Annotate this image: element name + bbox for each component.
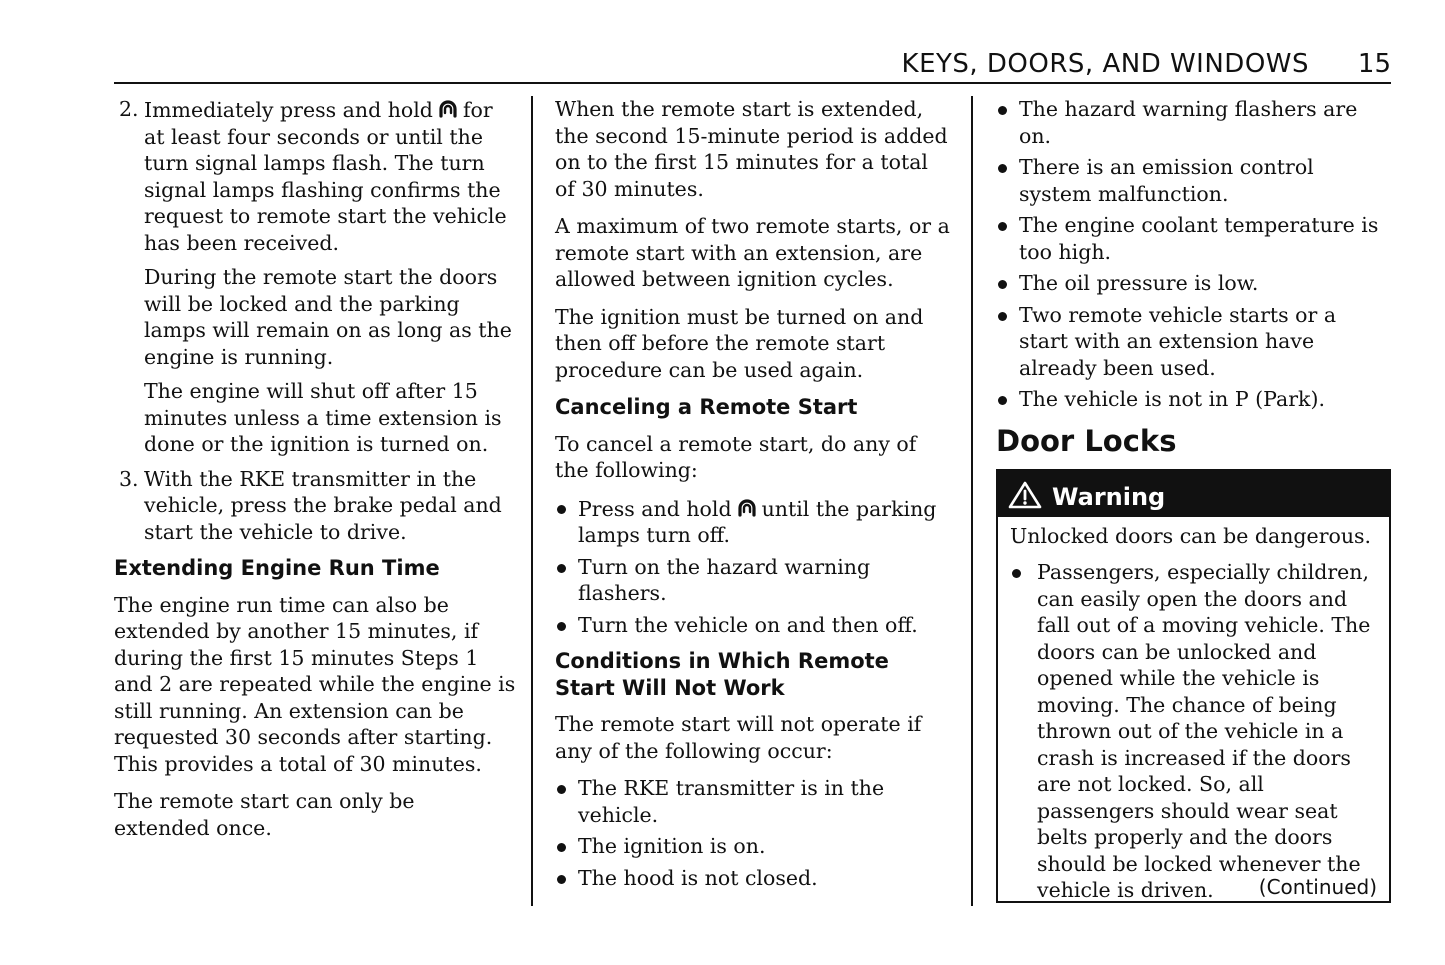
- paragraph: When the remote start is extended, the second 15-minute period is added on to the first 15 minutes for a total of 30 minutes.: [555, 97, 948, 201]
- heading-conditions: Conditions in Which Remote Start Will Not Work: [555, 649, 889, 700]
- list-item: The RKE transmitter is in the vehicle.: [555, 775, 950, 828]
- remote-start-icon: [735, 495, 759, 519]
- step-paragraph: The engine will shut off after 15 minutes unless a time extension is done or the ignition is turned on.: [144, 379, 502, 456]
- step-2: [114, 96, 516, 458]
- list-item: The vehicle is not in P (Park).: [996, 386, 1391, 413]
- continued-label: (Continued): [1258, 874, 1377, 899]
- step-text: Immediately press and hold: [144, 98, 433, 122]
- list-item: Turn the vehicle on and then off.: [555, 612, 950, 639]
- steps-list: [114, 96, 516, 545]
- section-title: KEYS, DOORS, AND WINDOWS: [901, 49, 1309, 79]
- list-item: [555, 495, 950, 549]
- warning-body: [998, 517, 1389, 901]
- warning-title: Warning: [1052, 482, 1166, 511]
- list-item: The oil pressure is low.: [996, 270, 1391, 297]
- list-item-text: Press and hold: [578, 496, 732, 521]
- column-middle: [555, 96, 950, 901]
- list-item: The hazard warning flashers are on.: [996, 96, 1391, 149]
- warning-header: [998, 471, 1389, 517]
- remote-start-icon: [436, 96, 460, 120]
- paragraph: To cancel a remote start, do any of the following:: [555, 431, 917, 482]
- warning-intro: Unlocked doors can be dangerous.: [1010, 523, 1372, 548]
- list-item: Turn on the hazard warning flashers.: [555, 554, 950, 607]
- step-number: 2.: [119, 97, 139, 121]
- list-item: The ignition is on.: [555, 833, 950, 860]
- step-text: for at least four seconds or until the turn signal lamps flash. The turn signal lamps flashing confirms the request to remote start the vehicle has been received.: [144, 98, 507, 255]
- paragraph: The remote start can only be extended once.: [114, 789, 415, 840]
- page-header: [114, 44, 1391, 84]
- warning-box: [996, 469, 1391, 903]
- list-item: Two remote vehicle starts or a start with an extension have already been used.: [996, 302, 1391, 382]
- column-divider: [531, 96, 533, 906]
- conditions-list: [555, 775, 950, 891]
- paragraph: A maximum of two remote starts, or a remote start with an extension, are allowed between ignition cycles.: [555, 214, 950, 291]
- heading-door-locks: Door Locks: [996, 423, 1177, 458]
- paragraph: The engine run time can also be extended by another 15 minutes, if during the first 15 minutes Steps 1 and 2 are repeated while the engine is still running. An extension can be requested 30 seconds after starting. This provides a total of 30 minutes.: [114, 592, 516, 776]
- paragraph: The ignition must be turned on and then off before the remote start procedure can be used again.: [555, 304, 924, 382]
- list-item-text: until the parking lamps turn off.: [578, 496, 937, 547]
- warning-triangle-icon: [1008, 481, 1042, 509]
- list-item: The hood is not closed.: [555, 865, 950, 892]
- column-left: [114, 96, 516, 852]
- heading-canceling: Canceling a Remote Start: [555, 395, 858, 419]
- warning-list: [1010, 559, 1377, 904]
- heading-extending: Extending Engine Run Time: [114, 556, 440, 580]
- column-divider: [971, 96, 973, 906]
- paragraph: The remote start will not operate if any of the following occur:: [555, 712, 922, 763]
- step-paragraph: During the remote start the doors will be locked and the parking lamps will remain on as long as the engine is running.: [144, 265, 512, 369]
- step-3: [114, 466, 516, 546]
- list-item: The engine coolant temperature is too high.: [996, 212, 1391, 265]
- cancel-list: [555, 495, 950, 639]
- step-number: 3.: [119, 466, 139, 491]
- column-right: [996, 96, 1391, 903]
- page-number: 15: [1357, 49, 1391, 79]
- conditions-list-continued: [996, 96, 1391, 413]
- list-item: There is an emission control system malfunction.: [996, 154, 1391, 207]
- step-text: With the RKE transmitter in the vehicle, press the brake pedal and start the vehicle to drive.: [144, 466, 502, 544]
- list-item: Passengers, especially children, can easily open the doors and fall out of a moving vehicle. The doors can be unlocked and opened while the vehicle is moving. The chance of being thrown out of the vehicle in a crash is increased if the doors are not locked. So, all passengers should wear seat belts properly and the doors should be locked whenever the vehicle is driven.: [1010, 559, 1377, 904]
